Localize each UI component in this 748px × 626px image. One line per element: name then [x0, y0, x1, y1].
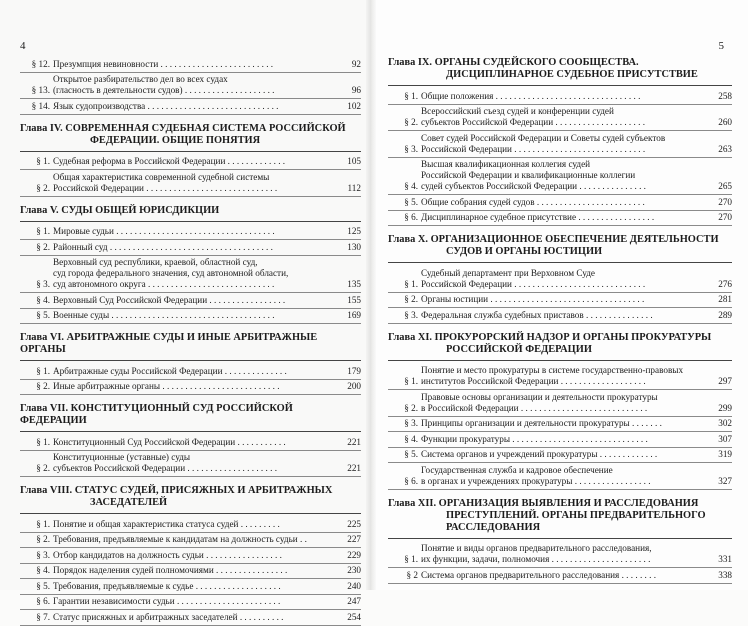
section-number: § 1. — [36, 518, 50, 529]
section-number: § 5. — [36, 580, 50, 591]
toc-entry[interactable] — [388, 542, 732, 569]
section-title — [53, 381, 331, 392]
section-title-line: Российской Федерации . . . . . . . . . . . . . . . . . . . . . . . . . . . . . — [421, 278, 646, 289]
section-number: § 1. — [36, 436, 50, 447]
page-ref: 265 — [718, 181, 732, 191]
section-number: § 12. — [31, 58, 50, 69]
chapter-heading — [388, 498, 732, 534]
toc-entry[interactable] — [20, 380, 361, 396]
toc-entry[interactable] — [20, 364, 361, 380]
section-title-line: Презумпция невиновности . . . . . . . . . . . . . . . . . . . . . . . . . — [53, 58, 274, 69]
section-title-line: Правовые основы организации и деятельности прокуратуры — [421, 391, 658, 402]
section-title — [53, 366, 331, 377]
section-number: § 13. — [31, 85, 50, 95]
toc-entry[interactable] — [388, 211, 732, 227]
toc-entry[interactable] — [20, 225, 361, 241]
section-number: § 7. — [36, 611, 50, 622]
chapter-heading — [388, 332, 732, 356]
section-title-line: Районный суд . . . . . . . . . . . . . . . . . . . . . . . . . . . . . . . . . . . . — [53, 241, 273, 252]
page-ref: 270 — [718, 196, 732, 207]
section-number: § 3. — [404, 143, 418, 154]
chapter-label: Глава IV. — [20, 122, 63, 134]
section-title — [53, 534, 331, 545]
section-title-line: Общая характеристика современной судебной системы — [53, 171, 270, 182]
section-title-line: суд города федерального значения, суд автономной области, — [53, 268, 289, 278]
section-title-line: Требования, предъявляемые к судье . . . . . . . . . . . . . . . . . . . — [53, 580, 281, 591]
section-title-line: Понятие и место прокуратуры в системе государственно-правовых — [421, 365, 684, 375]
section-title-line: Отбор кандидатов на должность судьи . . . . . . . . . . . . . . . . . — [53, 549, 282, 560]
section-number: § 4. — [36, 294, 50, 305]
section-title — [421, 106, 702, 128]
section-title — [421, 268, 702, 290]
toc-entry[interactable] — [20, 533, 361, 549]
chapter-title-line: СУДОВ И ОРГАНЫ ЮСТИЦИИ — [446, 246, 603, 257]
page-ref: 230 — [347, 565, 361, 575]
toc-entry[interactable] — [20, 517, 361, 533]
table-of-contents — [388, 57, 732, 584]
page-ref: 221 — [347, 436, 361, 447]
right-page — [372, 0, 748, 590]
section-title — [421, 570, 702, 581]
page-ref: 200 — [347, 381, 361, 391]
chapter-rule — [20, 360, 361, 361]
page-ref: 229 — [347, 549, 361, 560]
section-title-line: Статус присяжных и арбитражных заседателей . . . . . . . . . . — [53, 611, 284, 622]
chapter-title-line: ДИСЦИПЛИНАРНОЕ СУДЕБНОЕ ПРИСУТСТВИЕ — [446, 69, 698, 80]
chapter-title-line: СОВРЕМЕННАЯ СУДЕБНАЯ СИСТЕМА РОССИЙСКОЙ — [65, 122, 346, 134]
section-title-line: Гарантии независимости судьи . . . . . . . . . . . . . . . . . . . . . . . — [53, 596, 281, 606]
section-number: § 6. — [36, 596, 50, 606]
chapter-rule — [20, 431, 361, 432]
page-ref: 221 — [347, 463, 361, 473]
toc-entry[interactable] — [388, 105, 732, 132]
section-title-line: Система органов и учреждений прокуратуры . . . . . . . . . . . . . — [421, 449, 658, 459]
toc-entry[interactable] — [20, 579, 361, 595]
toc-entry[interactable] — [388, 417, 732, 433]
section-title-line: в Российской Федерации . . . . . . . . . . . . . . . . . . . . . . . . . . . . — [421, 402, 648, 413]
section-title — [53, 156, 331, 167]
chapter-heading — [20, 485, 361, 509]
section-number: § 1. — [404, 554, 418, 564]
section-title — [53, 101, 331, 112]
toc-entry[interactable] — [20, 293, 361, 309]
chapter-rule — [388, 85, 732, 86]
toc-entry[interactable] — [388, 568, 732, 584]
chapter-rule — [20, 513, 361, 514]
section-title — [421, 449, 702, 460]
section-title-line: Верховный Суд Российской Федерации . . . . . . . . . . . . . . . . . — [53, 294, 286, 305]
section-title — [53, 295, 331, 306]
section-title — [53, 226, 331, 237]
section-number: § 1. — [36, 365, 50, 376]
section-title-line: Верховный суд республики, краевой, областной суд, — [53, 257, 258, 267]
toc-entry[interactable] — [388, 293, 732, 309]
toc-entry[interactable] — [20, 99, 361, 115]
section-title-line: Федеральная служба судебных приставов . . . . . . . . . . . . . . . — [421, 309, 653, 320]
section-title — [421, 294, 702, 305]
page-ref: 155 — [347, 294, 361, 305]
toc-entry[interactable] — [388, 308, 732, 324]
section-number: § 14. — [31, 100, 50, 111]
chapter-label: Глава V. — [20, 204, 59, 216]
section-title-line: Конституционные (уставные) суды — [53, 452, 191, 462]
page-ref: 247 — [347, 596, 361, 606]
section-title-line: Общие собрания судей судов . . . . . . . . . . . . . . . . . . . . . . . . — [421, 196, 645, 207]
toc-entry[interactable] — [20, 435, 361, 451]
page-number: 5 — [718, 40, 724, 52]
toc-entry[interactable] — [20, 155, 361, 171]
section-title-line: в органах и учреждениях прокуратуры . . . . . . . . . . . . . . . . . — [421, 475, 651, 486]
page-ref: 254 — [347, 611, 361, 622]
toc-entry[interactable] — [20, 256, 361, 294]
section-title — [53, 581, 331, 592]
toc-entry[interactable] — [388, 432, 732, 448]
section-title — [53, 437, 331, 448]
page-ref: 130 — [347, 241, 361, 252]
chapter-label: Глава VIII. — [20, 485, 73, 496]
section-number: § 4. — [404, 181, 418, 191]
section-title-line: (гласность в деятельности судов) . . . . . . . . . . . . . . . . . . . . — [53, 85, 275, 95]
toc-entry[interactable] — [20, 564, 361, 580]
section-number: § 1. — [404, 90, 418, 101]
section-number: § 6. — [404, 212, 418, 222]
section-title — [421, 133, 702, 155]
page-ref: 92 — [351, 58, 361, 69]
section-title — [421, 91, 702, 102]
section-title-line: Органы юстиции . . . . . . . . . . . . . . . . . . . . . . . . . . . . . . . . . . — [421, 294, 645, 304]
page-ref: 331 — [718, 554, 732, 564]
chapter-heading — [388, 234, 732, 258]
toc-entry[interactable] — [20, 610, 361, 626]
section-number: § 1. — [36, 156, 50, 166]
chapter-title-line: РАССЛЕДОВАНИЯ — [446, 521, 541, 533]
section-title — [53, 172, 331, 194]
section-title-line: Порядок наделения судей полномочиями . . . . . . . . . . . . . . . . — [53, 565, 288, 575]
section-title-line: Российской Федерации . . . . . . . . . . . . . . . . . . . . . . . . . . . . . — [421, 143, 646, 154]
section-title-line: субъектов Российской Федерации . . . . . . . . . . . . . . . . . . . . — [421, 117, 646, 127]
toc-entry[interactable] — [388, 195, 732, 211]
section-number: § 4. — [36, 565, 50, 575]
section-title — [53, 59, 331, 70]
chapter-title-line: КОНСТИТУЦИОННЫЙ СУД РОССИЙСКОЙ ФЕДЕРАЦИИ — [20, 403, 293, 426]
toc-entry[interactable] — [20, 309, 361, 325]
chapter-rule — [388, 262, 732, 263]
section-number: § 3. — [404, 418, 418, 428]
section-title — [421, 310, 702, 321]
toc-entry[interactable] — [20, 57, 361, 73]
page-ref: 327 — [718, 475, 732, 486]
chapter-label: Глава XII. — [388, 497, 437, 509]
section-title — [421, 212, 702, 223]
page-ref: 227 — [347, 534, 361, 544]
section-title — [421, 392, 702, 414]
chapter-title-line: ФЕДЕРАЦИИ. ОБЩИЕ ПОНЯТИЯ — [90, 134, 261, 146]
page-number: 4 — [20, 40, 26, 52]
chapter-title-line: ОРГАНЫ СУДЕЙСКОГО СООБЩЕСТВА. — [434, 57, 639, 68]
section-number: § 1. — [404, 376, 418, 386]
section-number: § 5. — [404, 196, 418, 207]
chapter-heading — [20, 205, 361, 217]
toc-entry[interactable] — [20, 73, 361, 100]
section-number: § 1. — [36, 226, 50, 236]
toc-entry[interactable] — [20, 451, 361, 478]
section-title-line: судей субъектов Российской Федерации . . . . . . . . . . . . . . . — [421, 181, 646, 191]
section-title-line: Конституционный Суд Российской Федерации . . . . . . . . . . . — [53, 436, 286, 447]
section-title-line: Российской Федерации и квалификационные коллегии — [421, 170, 636, 180]
chapter-title-line: ПРОКУРОРСКИЙ НАДЗОР И ОРГАНЫ ПРОКУРАТУРЫ — [434, 331, 712, 343]
chapter-title-line: ОРГАНИЗАЦИОННОЕ ОБЕСПЕЧЕНИЕ ДЕЯТЕЛЬНОСТИ — [430, 234, 719, 245]
toc-entry[interactable] — [388, 158, 732, 196]
section-title-line: Язык судопроизводства . . . . . . . . . . . . . . . . . . . . . . . . . . . . . — [53, 100, 279, 111]
section-title — [421, 434, 702, 445]
section-title — [53, 452, 331, 474]
chapter-heading — [388, 57, 732, 81]
section-title-line: суд автономного округа . . . . . . . . . . . . . . . . . . . . . . . . . . . . — [53, 279, 275, 289]
section-title — [53, 565, 331, 576]
section-number: § 6. — [404, 475, 418, 486]
section-title — [53, 612, 331, 623]
section-number: § 3. — [36, 549, 50, 560]
chapter-label: Глава IX. — [388, 57, 433, 68]
toc-entry[interactable] — [388, 89, 732, 105]
chapter-label: Глава VI. — [20, 332, 65, 343]
section-title-line: Общие положения . . . . . . . . . . . . . . . . . . . . . . . . . . . . . . . . — [421, 90, 641, 101]
section-number: § 2. — [36, 534, 50, 544]
section-title — [421, 418, 702, 429]
page-ref: 102 — [347, 100, 361, 111]
page-ref: 302 — [718, 418, 732, 428]
page-ref: 135 — [347, 279, 361, 289]
section-title — [421, 365, 702, 387]
section-title — [53, 257, 331, 290]
section-title-line: их функции, задачи, полномочия . . . . . . . . . . . . . . . . . . . . . . — [421, 554, 651, 564]
page-ref: 299 — [718, 402, 732, 413]
section-number: § 5. — [404, 449, 418, 459]
page-ref: 307 — [718, 433, 732, 444]
section-title-line: Система органов предварительного расследования . . . . . . . . — [421, 569, 657, 580]
section-number: § 3. — [404, 309, 418, 320]
chapter-title-line: ОРГАНИЗАЦИЯ ВЫЯВЛЕНИЯ И РАССЛЕДОВАНИЯ — [438, 497, 699, 509]
section-title-line: Открытое разбирательство дел во всех судах — [53, 74, 228, 84]
chapter-rule — [388, 360, 732, 361]
section-number: § 2. — [36, 182, 50, 193]
toc-entry[interactable] — [20, 548, 361, 564]
page-ref: 105 — [347, 156, 361, 166]
section-title-line: Судебный департамент при Верховном Суде — [421, 267, 595, 278]
chapter-label: Глава XI. — [388, 331, 433, 343]
section-title — [421, 159, 702, 192]
section-title-line: Военные суды . . . . . . . . . . . . . . . . . . . . . . . . . . . . . . . . . . . . — [53, 310, 275, 320]
section-title — [421, 543, 702, 565]
section-number: § 2. — [404, 294, 418, 304]
toc-entry[interactable] — [388, 463, 732, 490]
page-ref: 297 — [718, 376, 732, 386]
section-number: § 1. — [404, 278, 418, 289]
section-title-line: Совет судей Российской Федерации и Советы судей субъектов — [421, 132, 666, 143]
page-ref: 289 — [718, 309, 732, 320]
section-number: § 2. — [404, 117, 418, 127]
table-of-contents — [20, 57, 361, 626]
page-ref: 169 — [347, 310, 361, 320]
page-ref: 125 — [347, 226, 361, 236]
chapter-rule — [20, 221, 361, 222]
section-number: § 3. — [36, 279, 50, 289]
page-ref: 319 — [718, 449, 732, 459]
page-ref: 96 — [351, 85, 361, 95]
section-title — [53, 519, 331, 530]
toc-entry[interactable] — [20, 240, 361, 256]
toc-entry[interactable] — [388, 131, 732, 158]
toc-entry[interactable] — [388, 448, 732, 464]
section-title-line: Судебная реформа в Российской Федерации . . . . . . . . . . . . . — [53, 156, 286, 166]
section-title-line: Мировые судьи . . . . . . . . . . . . . . . . . . . . . . . . . . . . . . . . . . . — [53, 226, 275, 236]
section-title-line: Иные арбитражные органы . . . . . . . . . . . . . . . . . . . . . . . . . . — [53, 381, 280, 391]
section-title-line: Высшая квалификационная коллегия судей — [421, 159, 591, 169]
page-ref: 112 — [347, 182, 361, 193]
page-ref: 338 — [718, 569, 732, 580]
section-number: § 4. — [404, 433, 418, 444]
chapter-title-line: ПРЕСТУПЛЕНИЙ. ОРГАНЫ ПРЕДВАРИТЕЛЬНОГО — [446, 509, 706, 521]
page-ref: 281 — [718, 294, 732, 304]
chapter-title-line: СУДЫ ОБЩЕЙ ЮРИСДИКЦИИ — [61, 204, 220, 216]
toc-entry[interactable] — [20, 595, 361, 611]
section-title-line: Дисциплинарное судебное присутствие . . . . . . . . . . . . . . . . . — [421, 212, 655, 222]
page-ref: 263 — [718, 143, 732, 154]
section-title — [53, 596, 331, 607]
section-title — [53, 74, 331, 96]
section-title-line: Арбитражные суды Российской Федерации . . . . . . . . . . . . . . — [53, 365, 287, 376]
section-title-line: субъектов Российской Федерации . . . . . . . . . . . . . . . . . . . . — [53, 463, 278, 473]
section-title — [421, 197, 702, 208]
section-title — [53, 242, 331, 253]
section-title-line: институтов Российской Федерации . . . . . . . . . . . . . . . . . . . — [421, 376, 646, 386]
section-number: § 2. — [36, 381, 50, 391]
section-title-line: Принципы организации и деятельности прокуратуры . . . . . . . — [421, 418, 662, 428]
book-gutter — [366, 0, 376, 590]
page-ref: 225 — [347, 518, 361, 529]
chapter-title-line: ЗАСЕДАТЕЛЕЙ — [90, 497, 168, 508]
page-ref: 276 — [718, 278, 732, 289]
chapter-heading — [20, 403, 361, 427]
section-number: § 2. — [36, 463, 50, 473]
chapter-heading — [20, 332, 361, 356]
toc-entry[interactable] — [388, 390, 732, 417]
left-page — [0, 0, 372, 622]
chapter-label: Глава X. — [388, 234, 428, 245]
section-number: § 2. — [404, 402, 418, 413]
section-title — [421, 465, 702, 487]
section-title-line: Всероссийский съезд судей и конференции судей — [421, 106, 614, 116]
section-title-line: Функции прокуратуры . . . . . . . . . . . . . . . . . . . . . . . . . . . . . . — [421, 433, 648, 444]
toc-entry[interactable] — [388, 364, 732, 391]
section-number: § 2 — [406, 569, 418, 580]
section-number: § 5. — [36, 310, 50, 320]
toc-entry[interactable] — [20, 170, 361, 197]
toc-entry[interactable] — [388, 266, 732, 293]
chapter-title-line: АРБИТРАЖНЫЕ СУДЫ И ИНЫЕ АРБИТРАЖНЫЕ ОРГАНЫ — [20, 332, 318, 355]
chapter-rule — [388, 538, 732, 539]
chapter-title-line: СТАТУС СУДЕЙ, ПРИСЯЖНЫХ И АРБИТРАЖНЫХ — [74, 485, 333, 496]
section-title-line: Понятие и виды органов предварительного расследования, — [421, 543, 652, 553]
section-title — [53, 310, 331, 321]
page-ref: 270 — [718, 212, 732, 222]
page-ref: 260 — [718, 117, 732, 127]
page-ref: 179 — [347, 365, 361, 376]
section-title-line: Российской Федерации . . . . . . . . . . . . . . . . . . . . . . . . . . . . . — [53, 182, 278, 193]
chapter-rule — [20, 151, 361, 152]
chapter-title-line: РОССИЙСКОЙ ФЕДЕРАЦИИ — [446, 343, 592, 355]
section-title-line: Понятие и общая характеристика статуса судей . . . . . . . . . — [53, 518, 280, 529]
section-title — [53, 550, 331, 561]
chapter-label: Глава VII. — [20, 403, 69, 414]
section-title-line: Требования, предъявляемые к кандидатам на должность судьи . . — [53, 534, 307, 544]
page-ref: 258 — [718, 90, 732, 101]
section-number: § 2. — [36, 241, 50, 252]
chapter-heading — [20, 123, 361, 147]
page-ref: 240 — [347, 580, 361, 591]
section-title-line: Государственная служба и кадровое обеспечение — [421, 464, 613, 475]
